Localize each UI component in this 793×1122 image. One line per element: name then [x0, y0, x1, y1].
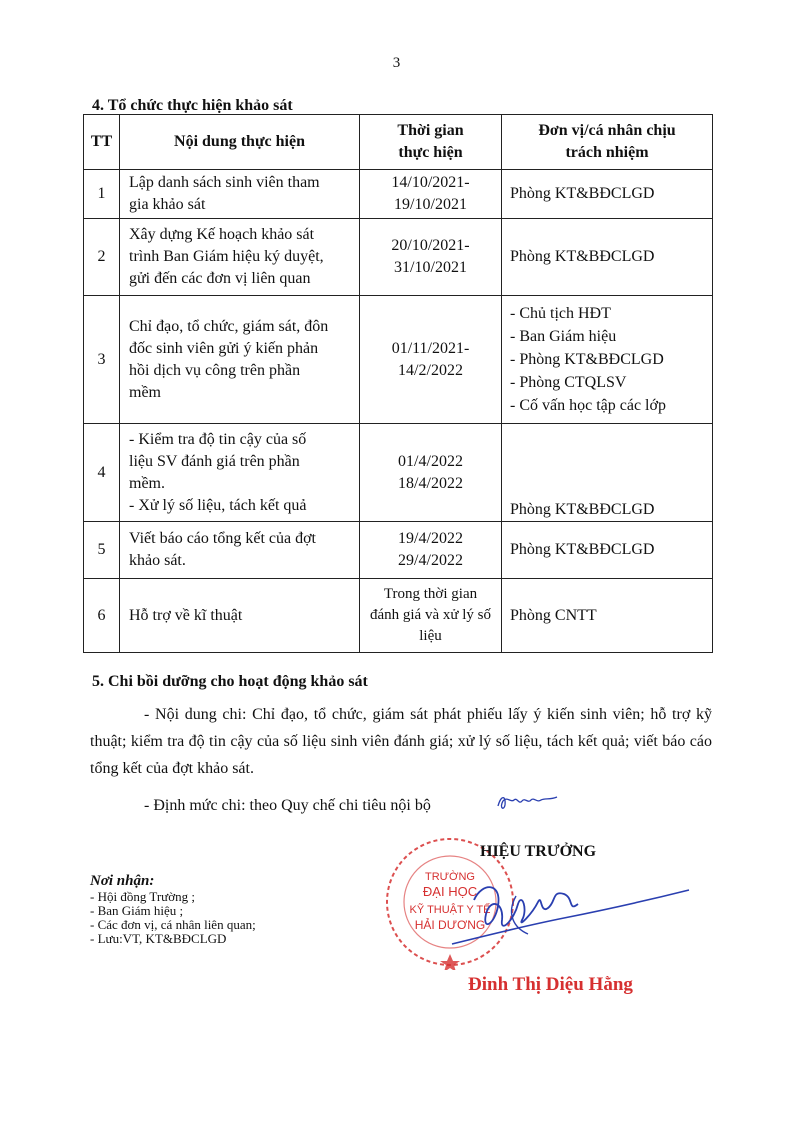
row-unit — [502, 296, 713, 424]
page-number: 3 — [392, 55, 401, 71]
content-line: liệu SV đánh giá trên phần — [129, 452, 300, 470]
recipient-item: - Hội đồng Trường ; — [90, 889, 195, 904]
expense-norm-paragraph — [90, 791, 712, 822]
time-line: Trong thời gian — [383, 586, 478, 602]
row-number: 1 — [84, 170, 120, 219]
time-line: 19/10/2021 — [394, 196, 467, 213]
expense-content-paragraph: - Nội dung chi: Chỉ đạo, tổ chức, giám sát phát phiếu lấy ý kiến sinh viên; hỗ trợ kỹ thuật; kiểm tra độ tin cậy của số liệu sinh viên đánh giá; xử lý số liệu, tách kết quả; viết báo cáo tổng kết của đợt khảo sát. — [90, 706, 712, 777]
table-row — [84, 170, 713, 219]
section-5-heading: 5. Chi bồi dưỡng cho hoạt động khảo sát — [92, 673, 368, 690]
time-line: đánh giá và xử lý số — [369, 607, 492, 623]
signer-name: Đinh Thị Diệu Hằng — [468, 974, 633, 995]
unit-line: - Ban Giám hiệu — [510, 328, 617, 345]
row-time — [360, 219, 502, 296]
unit-line: - Phòng KT&BĐCLGD — [510, 351, 664, 368]
content-line: Chỉ đạo, tổ chức, giám sát, đôn — [129, 317, 329, 335]
row-content — [120, 219, 360, 296]
seal-line: ĐẠI HỌC — [422, 884, 478, 899]
header-unit-line: Đơn vị/cá nhân chịu — [538, 122, 676, 139]
content-line: - Xử lý số liệu, tách kết quả — [129, 496, 307, 514]
content-line: khảo sát. — [129, 552, 186, 569]
unit-line: - Chủ tịch HĐT — [510, 305, 611, 322]
row-time — [360, 424, 502, 522]
recipients-label: Nơi nhận: — [90, 873, 155, 889]
time-line: 18/4/2022 — [398, 474, 463, 492]
row-number: 5 — [84, 522, 120, 579]
time-line: 31/10/2021 — [394, 259, 467, 276]
row-content — [120, 424, 360, 522]
recipient-item: - Ban Giám hiệu ; — [90, 903, 184, 918]
handwritten-initial — [441, 791, 559, 822]
row-time — [360, 522, 502, 579]
row-content — [120, 522, 360, 579]
table-row — [84, 219, 713, 296]
time-line: 20/10/2021- — [391, 237, 470, 254]
header-content: Nội dung thực hiện — [120, 115, 360, 170]
content-line: Viết báo cáo tổng kết của đợt — [129, 530, 316, 547]
time-line: 19/4/2022 — [398, 530, 463, 547]
row-unit: Phòng CNTT — [502, 579, 713, 653]
header-unit-line: trách nhiệm — [565, 144, 649, 161]
header-time-line: thực hiện — [398, 144, 463, 161]
row-time — [360, 296, 502, 424]
recipients-block — [90, 872, 256, 946]
content-line: trình Ban Giám hiệu ký duyệt, — [129, 248, 324, 265]
table-row — [84, 424, 713, 522]
time-line: 01/11/2021- — [391, 339, 470, 357]
implementation-table — [83, 114, 713, 653]
seal-line: HẢI DƯƠNG — [414, 918, 486, 932]
content-line: hồi dịch vụ công trên phần — [129, 361, 301, 379]
unit-line: - Phòng CTQLSV — [510, 374, 627, 391]
row-unit: Phòng KT&BĐCLGD — [502, 219, 713, 296]
section-4-heading: 4. Tổ chức thực hiện khảo sát — [92, 97, 293, 114]
recipient-item: - Lưu:VT, KT&BĐCLGD — [90, 931, 227, 946]
content-line: gửi đến các đơn vị liên quan — [129, 270, 311, 287]
content-line: Lập danh sách sinh viên tham — [129, 174, 320, 191]
time-line: 14/10/2021- — [391, 174, 470, 191]
row-unit: Phòng KT&BĐCLGD — [502, 424, 713, 522]
seal-line: KỸ THUẬT Y TẾ — [409, 904, 491, 916]
time-line: 29/4/2022 — [398, 552, 463, 569]
table-header-row — [84, 115, 713, 170]
row-number: 6 — [84, 579, 120, 653]
header-time-line: Thời gian — [397, 122, 464, 139]
header-tt: TT — [84, 115, 120, 170]
row-content: Hỗ trợ về kĩ thuật — [120, 579, 360, 653]
header-unit — [502, 115, 713, 170]
content-line: đốc sinh viên gửi ý kiến phản — [129, 339, 319, 357]
recipient-item: - Các đơn vị, cá nhân liên quan; — [90, 917, 256, 932]
expense-norm-text: - Định mức chi: theo Quy chế chi tiêu nội bộ — [144, 797, 431, 815]
content-line: mềm — [129, 383, 161, 401]
row-number: 2 — [84, 219, 120, 296]
table-row — [84, 296, 713, 424]
row-number: 4 — [84, 424, 120, 522]
row-number: 3 — [84, 296, 120, 424]
content-line: gia khảo sát — [129, 196, 206, 213]
table-row — [84, 579, 713, 653]
time-line: liệu — [419, 628, 442, 644]
content-line: Xây dựng Kế hoạch khảo sát — [129, 226, 315, 243]
row-time — [360, 579, 502, 653]
table-row — [84, 522, 713, 579]
row-time — [360, 170, 502, 219]
row-unit: Phòng KT&BĐCLGD — [502, 522, 713, 579]
header-time — [360, 115, 502, 170]
seal-line: TRƯỜNG — [425, 871, 475, 883]
unit-line: - Cố vấn học tập các lớp — [510, 397, 666, 414]
signer-title: HIỆU TRƯỞNG — [480, 843, 597, 860]
row-content — [120, 170, 360, 219]
time-line: 14/2/2022 — [398, 361, 463, 379]
content-line: - Kiểm tra độ tin cậy của số — [129, 430, 307, 448]
content-line: mềm. — [129, 474, 165, 492]
row-content — [120, 296, 360, 424]
handwritten-signature — [444, 874, 694, 959]
time-line: 01/4/2022 — [398, 452, 463, 470]
row-unit: Phòng KT&BĐCLGD — [502, 170, 713, 219]
